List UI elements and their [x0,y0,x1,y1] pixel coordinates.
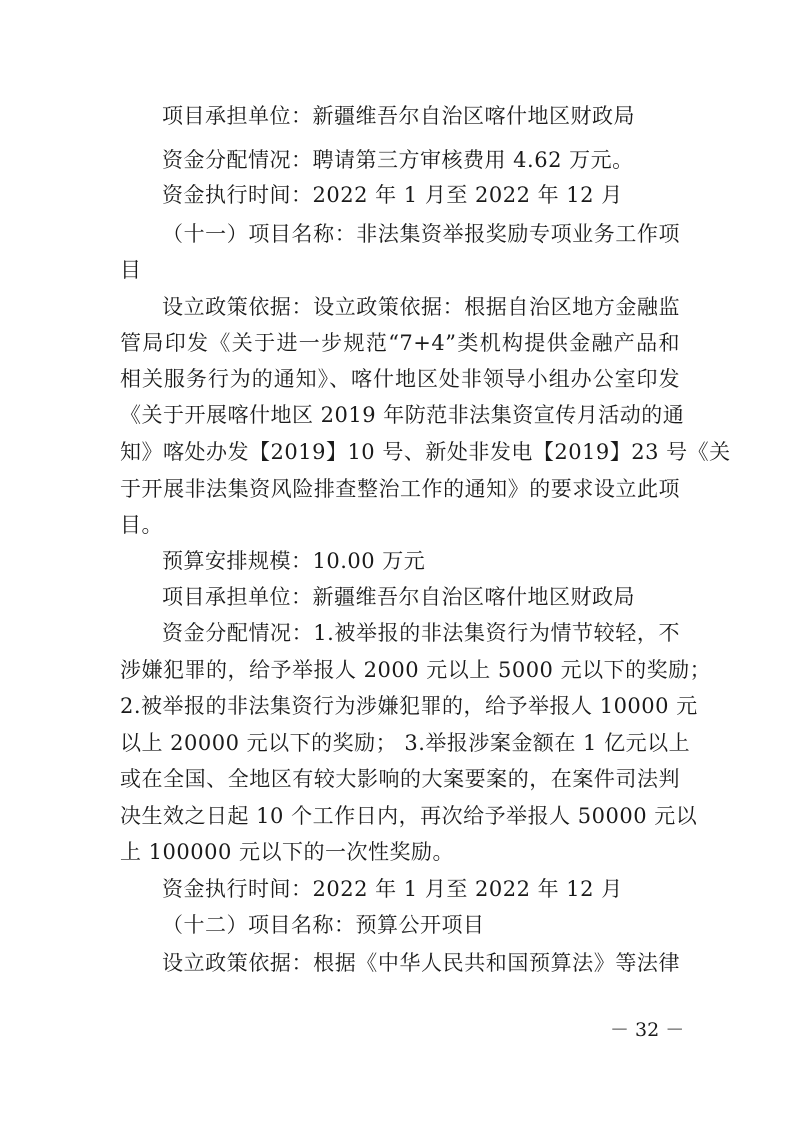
text-line: 相关服务行为的通知》、喀什地区处非领导小组办公室印发 [120,367,680,391]
text-line: 2.被举报的非法集资行为涉嫌犯罪的，给予举报人 10000 元 [120,694,698,718]
text-line: 项目承担单位：新疆维吾尔自治区喀什地区财政局 [162,585,635,609]
text-line: 设立政策依据：根据《中华人民共和国预算法》等法律 [162,951,680,975]
text-line: 资金执行时间：2022 年 1 月至 2022 年 12 月 [162,183,623,207]
text-line: 《关于开展喀什地区 2019 年防范非法集资宣传月活动的通 [120,403,685,427]
text-line: 预算安排规模：10.00 万元 [162,549,426,573]
text-line: 于开展非法集资风险排查整治工作的通知》的要求设立此项 [120,477,680,501]
text-line: 资金分配情况：1.被举报的非法集资行为情节较轻，不 [162,621,680,645]
text-line: 资金执行时间：2022 年 1 月至 2022 年 12 月 [162,877,623,901]
text-line: 目 [120,258,142,282]
text-line: 上 100000 元以下的一次性奖励。 [120,840,455,864]
section-heading: （十二）项目名称：预算公开项目 [162,913,485,937]
section-heading: （十一）项目名称：非法集资举报奖励专项业务工作项 [162,222,680,246]
text-line: 或在全国、全地区有较大影响的大案要案的，在案件司法判 [120,767,680,791]
text-line: 涉嫌犯罪的，给予举报人 2000 元以上 5000 元以下的奖励； [120,658,712,682]
text-line: 目。 [120,513,163,537]
text-line: 设立政策依据：设立政策依据：根据自治区地方金融监 [162,295,680,319]
text-line: 项目承担单位：新疆维吾尔自治区喀什地区财政局 [162,104,635,128]
text-line: 管局印发《关于进一步规范“7+4”类机构提供金融产品和 [120,331,680,355]
text-line: 资金分配情况：聘请第三方审核费用 4.62 万元。 [162,148,634,172]
page-number: － 32 － [610,1019,685,1041]
text-line: 决生效之日起 10 个工作日内，再次给予举报人 50000 元以 [120,804,698,828]
text-line: 知》喀处办发【2019】10 号、新处非发电【2019】23 号《关 [120,440,731,464]
text-line: 以上 20000 元以下的奖励； 3.举报涉案金额在 1 亿元以上 [120,731,691,755]
